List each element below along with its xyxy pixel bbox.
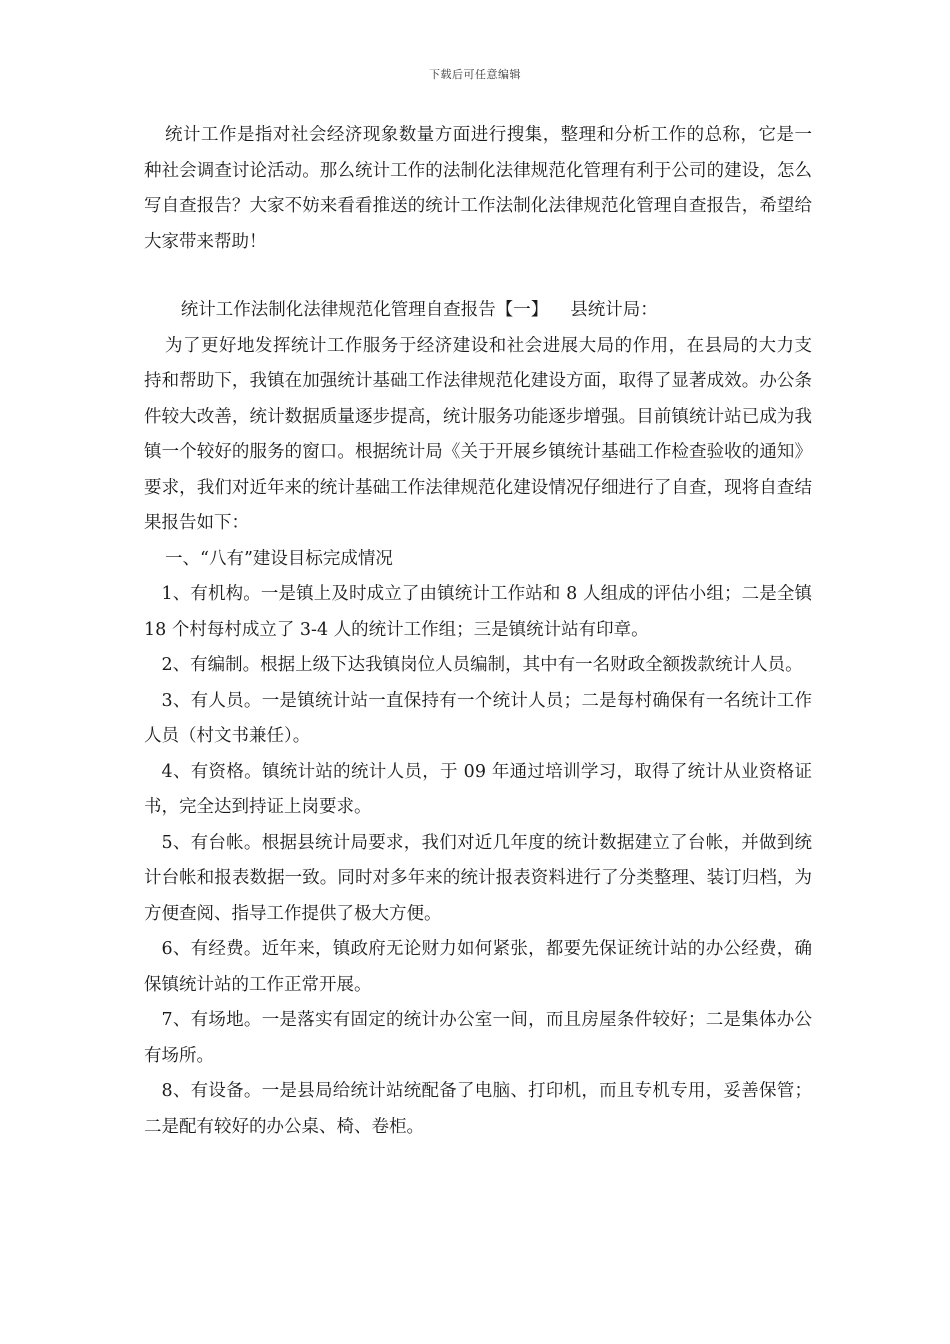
list-item: 8、有设备。一是县局给统计站统配备了电脑、打印机，而且专机专用，妥善保管；二是配有较好的办公桌、椅、卷柜。 bbox=[144, 1081, 812, 1137]
report-title: 统计工作法制化法律规范化管理自查报告【一】 bbox=[180, 300, 549, 320]
intro-paragraph: 统计工作是指对社会经济现象数量方面进行搜集，整理和分析工作的总称，它是一种社会调查讨论活动。那么统计工作的法制化法律规范化管理有利于公司的建设，怎么写自查报告？大家不妨来看看推送的统计工作法制化法律规范化管理自查报告，希望给大家带来帮助！ bbox=[144, 125, 812, 252]
report-addressee: 县统计局： bbox=[570, 300, 658, 320]
page-header: 下载后可任意编辑 bbox=[429, 68, 521, 81]
document-body bbox=[144, 118, 812, 1145]
report-title-line bbox=[144, 293, 812, 329]
list-item: 7、有场地。一是落实有固定的统计办公室一间，而且房屋条件较好；二是集体办公有场所。 bbox=[144, 1010, 812, 1066]
list-item: 5、有台帐。根据县统计局要求，我们对近几年度的统计数据建立了台帐，并做到统计台帐和报表数据一致。同时对多年来的统计报表资料进行了分类整理、装订归档，为方便查阅、指导工作提供了极大方便。 bbox=[144, 832, 812, 924]
list-item: 3、有人员。一是镇统计站一直保持有一个统计人员；二是每村确保有一名统计工作人员（村文书兼任）。 bbox=[144, 690, 812, 746]
opening-paragraph: 为了更好地发挥统计工作服务于经济建设和社会进展大局的作用，在县局的大力支持和帮助下，我镇在加强统计基础工作法律规范化建设方面，取得了显著成效。办公条件较大改善，统计数据质量逐步提高，统计服务功能逐步增强。目前镇统计站已成为我镇一个较好的服务的窗口。根据统计局《关于开展乡镇统计基础工作检查验收的通知》要求，我们对近年来的统计基础工作法律规范化建设情况仔细进行了自查，现将自查结果报告如下： bbox=[144, 335, 812, 533]
list-item: 1、有机构。一是镇上及时成立了由镇统计工作站和 8 人组成的评估小组；二是全镇 18 个村每村成立了 3-4 人的统计工作组；三是镇统计站有印章。 bbox=[144, 584, 812, 640]
paragraph-gap bbox=[144, 260, 812, 293]
list-item: 2、有编制。根据上级下达我镇岗位人员编制，其中有一名财政全额拨款统计人员。 bbox=[161, 655, 803, 675]
list-item: 6、有经费。近年来，镇政府无论财力如何紧张，都要先保证统计站的办公经费，确保镇统计站的工作正常开展。 bbox=[144, 939, 812, 995]
list-item: 4、有资格。镇统计站的统计人员，于 09 年通过培训学习，取得了统计从业资格证书，完全达到持证上岗要求。 bbox=[144, 761, 812, 817]
section-heading: 一、“八有”建设目标完成情况 bbox=[165, 548, 393, 569]
